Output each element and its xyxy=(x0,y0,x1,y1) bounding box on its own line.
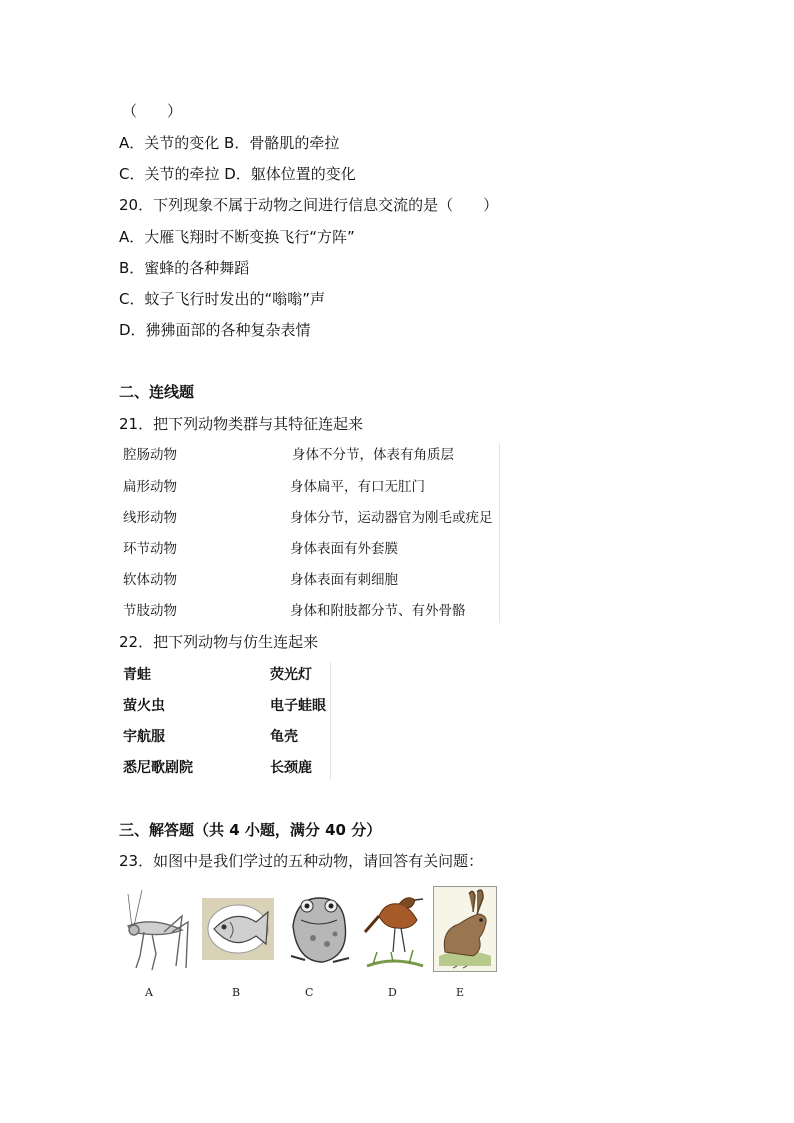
q21-group: 腔肠动物 xyxy=(123,447,177,463)
q21-group: 环节动物 xyxy=(123,541,177,557)
q21-feature: 身体表面有刺细胞 xyxy=(290,572,398,588)
picture-label-b: B xyxy=(232,986,241,999)
q21-group: 线形动物 xyxy=(123,510,177,526)
q22-animal: 宇航服 xyxy=(123,729,165,745)
q22-animal: 青蛙 xyxy=(123,667,151,683)
q21-feature: 身体表面有外套膜 xyxy=(290,541,398,557)
q21-feature: 身体分节，运动器官为刚毛或疣足 xyxy=(290,510,493,526)
picture-label-d: D xyxy=(388,986,397,999)
q22-bionic: 电子蛙眼 xyxy=(270,698,326,714)
q21-stem: 21．把下列动物类群与其特征连起来 xyxy=(119,415,364,433)
q19-options-cd: C．关节的牵拉 D．躯体位置的变化 xyxy=(119,165,356,183)
picture-label-e: E xyxy=(456,986,465,999)
q23-stem: 23．如图中是我们学过的五种动物，请回答有关问题： xyxy=(119,852,484,870)
bird-picture xyxy=(363,886,425,972)
q21-table-edge xyxy=(499,443,500,623)
q22-animal: 悉尼歌剧院 xyxy=(123,760,193,776)
rabbit-picture xyxy=(433,886,497,972)
frog-picture xyxy=(283,886,355,972)
fish-picture xyxy=(202,886,274,972)
q22-bionic: 长颈鹿 xyxy=(270,760,312,776)
q20-option-a: A．大雁飞翔时不断变换飞行“方阵” xyxy=(119,228,355,246)
q21-group: 节肢动物 xyxy=(123,603,177,619)
section-3-title: 三、解答题（共 4 小题，满分 40 分） xyxy=(119,821,382,839)
q22-table-edge xyxy=(330,662,331,780)
picture-label-a: A xyxy=(145,986,153,999)
q20-option-b: B．蜜蜂的各种舞蹈 xyxy=(119,259,250,277)
q21-feature: 身体和附肢都分节、有外骨骼 xyxy=(290,603,466,619)
q21-feature: 身体不分节，体表有角质层 xyxy=(292,447,454,463)
q20-option-c: C．蚊子飞行时发出的“嗡嗡”声 xyxy=(119,290,326,308)
q20-stem: 20．下列现象不属于动物之间进行信息交流的是（ ） xyxy=(119,196,499,214)
grasshopper-picture xyxy=(122,886,194,972)
q21-group: 扁形动物 xyxy=(123,479,177,495)
section-2-title: 二、连线题 xyxy=(119,383,195,401)
picture-label-c: C xyxy=(305,986,314,999)
q22-bionic: 荧光灯 xyxy=(270,667,312,683)
q22-bionic: 龟壳 xyxy=(270,729,298,745)
q20-option-d: D．狒狒面部的各种复杂表情 xyxy=(119,321,311,339)
q19-blank: （ ） xyxy=(122,102,183,120)
q22-animal: 萤火虫 xyxy=(123,698,165,714)
q22-stem: 22．把下列动物与仿生连起来 xyxy=(119,633,319,651)
q21-feature: 身体扁平，有口无肛门 xyxy=(290,479,425,495)
q19-options-ab: A．关节的变化 B．骨骼肌的牵拉 xyxy=(119,134,340,152)
q21-group: 软体动物 xyxy=(123,572,177,588)
